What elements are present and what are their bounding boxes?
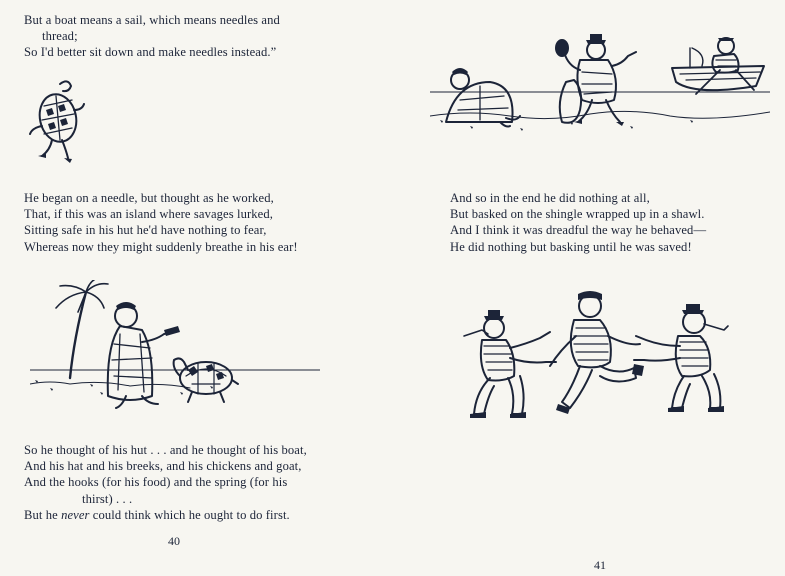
verse-fragment: But he <box>24 507 62 522</box>
stanza-needles <box>24 12 280 61</box>
stanza-savages <box>24 190 298 255</box>
walking-tortoise-illustration <box>22 76 92 170</box>
verse-line: He did nothing but basking until he was saved! <box>450 239 692 254</box>
verse-line: That, if this was an island where savages lurked, <box>24 207 274 222</box>
verse-line: But basked on the shingle wrapped up in a shawl. <box>450 207 705 222</box>
emphasized-word: never <box>61 507 90 522</box>
verse-line: Sitting safe in his hut he'd have nothing to fear, <box>24 223 267 238</box>
verse-line: But a boat means a sail, which means needles and <box>24 13 280 27</box>
rescue-beach-illustration <box>430 30 770 142</box>
verse-line: thirst) . . . <box>82 491 133 506</box>
verse-line <box>24 507 307 523</box>
verse-line: He began on a needle, but thought as he worked, <box>24 191 274 205</box>
stanza-hut-and-boat <box>24 442 307 523</box>
verse-line: And so in the end he did nothing at all, <box>450 191 650 205</box>
man-and-tortoise-beach-illustration <box>30 280 320 416</box>
left-page <box>0 0 392 576</box>
stanza-basking <box>450 190 706 255</box>
page-number: 40 <box>168 534 180 548</box>
verse-fragment: could think which he ought to do first. <box>89 507 290 522</box>
verse-line: thread; <box>42 29 78 44</box>
verse-line: Whereas now they might suddenly breathe in his ear! <box>24 239 298 254</box>
verse-line: And I think it was dreadful the way he behaved— <box>450 223 707 238</box>
page-number: 41 <box>594 558 606 572</box>
dancing-sailors-illustration <box>452 288 752 438</box>
verse-line: So I'd better sit down and make needles instead.” <box>24 45 277 60</box>
verse-line: So he thought of his hut . . . and he thought of his boat, <box>24 443 307 457</box>
verse-line: And the hooks (for his food) and the spring (for his <box>24 475 288 490</box>
verse-line: And his hat and his breeks, and his chickens and goat, <box>24 459 302 474</box>
right-page <box>392 0 785 576</box>
